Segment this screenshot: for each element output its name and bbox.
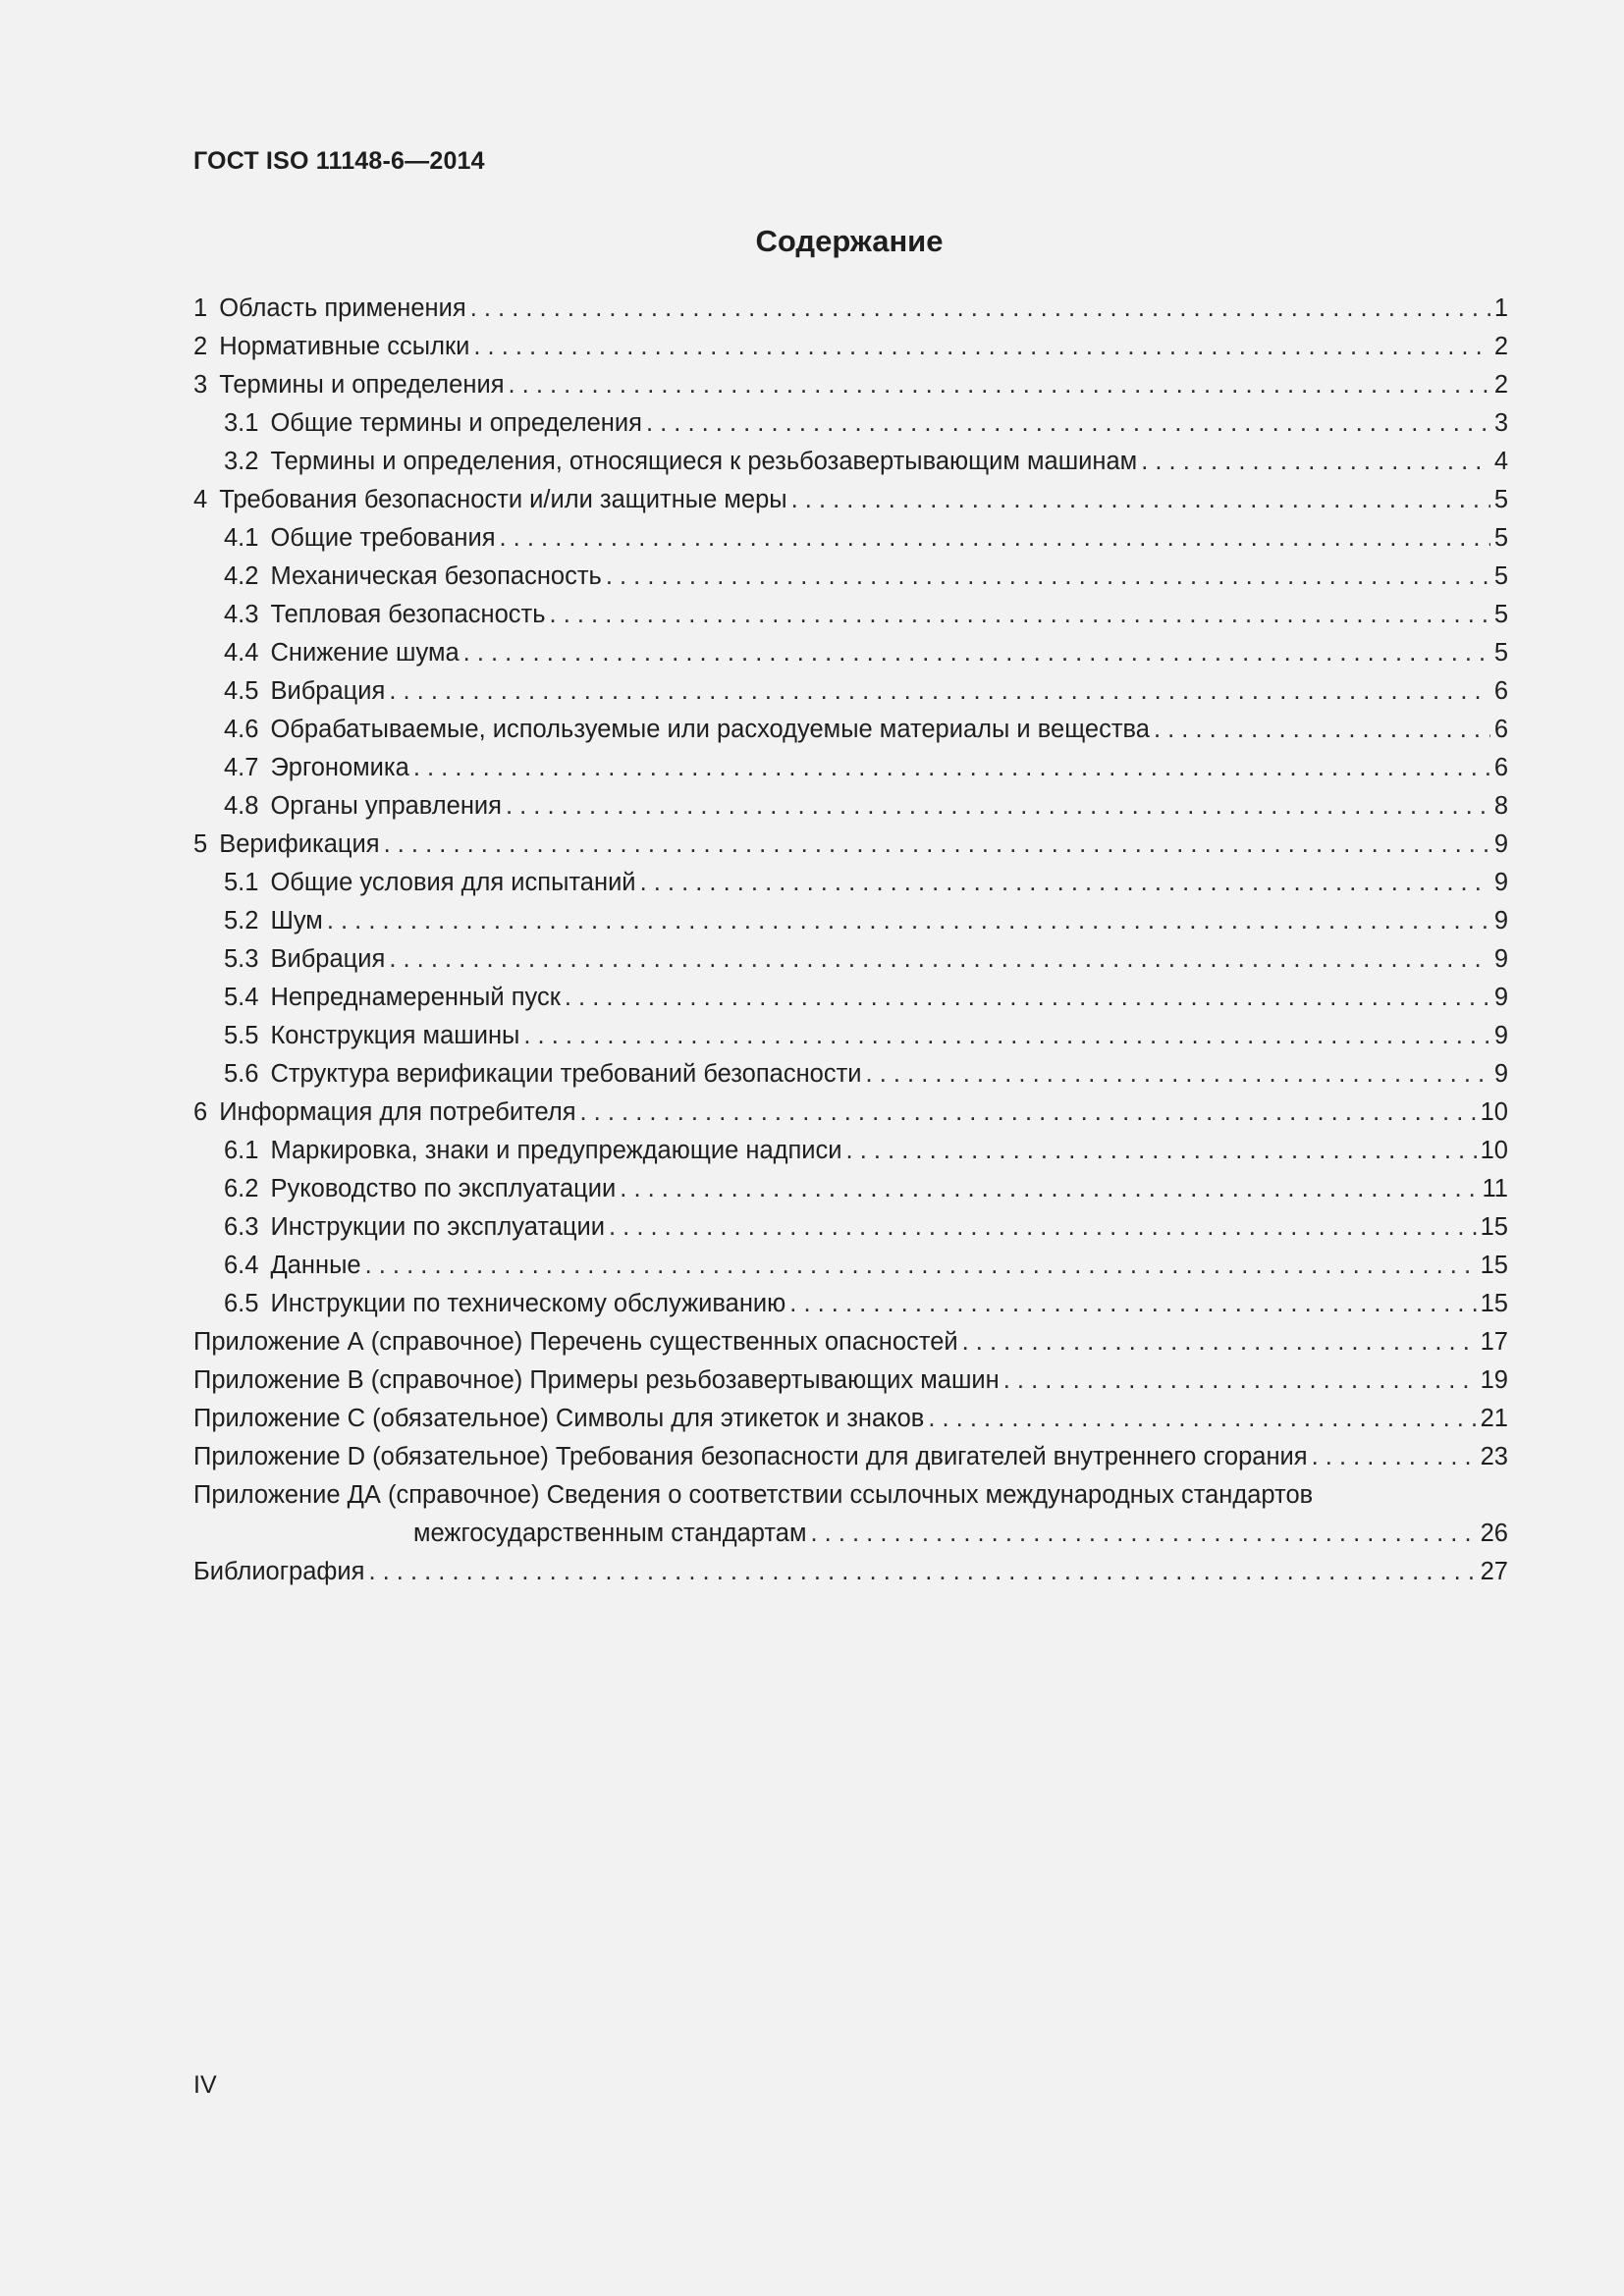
toc-entry-page: 19	[1480, 1366, 1508, 1394]
toc-entry[interactable]	[193, 1438, 1508, 1476]
toc-entry[interactable]	[193, 940, 1508, 979]
toc-entry-label	[193, 1400, 924, 1437]
toc-leader-dots	[463, 634, 1490, 671]
toc-entry-text: Библиография	[193, 1558, 365, 1585]
toc-entry[interactable]	[193, 1132, 1508, 1170]
toc-entry-label	[224, 749, 409, 786]
toc-entry-label	[193, 1094, 576, 1131]
toc-entry-text: Требования безопасности и/или защитные меры	[219, 486, 787, 513]
toc-entry-label	[224, 979, 561, 1016]
toc-entry-text: Шум	[270, 907, 323, 934]
toc-leader-dots	[1312, 1438, 1477, 1475]
toc-entry-text: Конструкция машины	[270, 1022, 520, 1049]
toc-leader-dots	[789, 1285, 1476, 1322]
toc-entry-page: 9	[1493, 1022, 1508, 1049]
toc-entry-text: Руководство по эксплуатации	[270, 1175, 617, 1202]
toc-entry-label	[193, 328, 469, 365]
toc-entry-text: Приложение С (обязательное) Символы для этикеток и знаков	[193, 1405, 925, 1432]
toc-leader-dots	[368, 1553, 1476, 1590]
toc-entry-page: 3	[1493, 409, 1508, 437]
toc-entry[interactable]	[193, 672, 1508, 711]
toc-leader-dots	[962, 1323, 1477, 1361]
toc-entry[interactable]	[193, 902, 1508, 940]
toc-leader-dots	[365, 1247, 1477, 1284]
toc-entry[interactable]	[193, 1017, 1508, 1055]
toc-entry-label	[224, 1017, 519, 1054]
toc-entry-label	[224, 519, 496, 557]
toc-entry-page: 5	[1493, 601, 1508, 628]
toc-leader-dots	[500, 519, 1490, 557]
toc-entry[interactable]	[193, 481, 1508, 519]
toc-title: Содержание	[755, 224, 944, 258]
toc-entry-label	[224, 902, 323, 939]
page-number: IV	[193, 2071, 217, 2099]
toc-entry-text: Маркировка, знаки и предупреждающие надписи	[270, 1137, 842, 1164]
toc-entry-number: 4.8	[224, 792, 259, 820]
toc-entry-text: Термины и определения, относящиеся к резьбозавертывающим машинам	[270, 448, 1138, 475]
toc-entry-text: Вибрация	[270, 677, 386, 705]
toc-entry[interactable]	[193, 290, 1508, 328]
toc-entry-label	[224, 1055, 862, 1093]
toc-entry-number: 3.1	[224, 409, 259, 437]
toc-leader-dots	[389, 940, 1489, 978]
toc-entry-text: Общие требования	[270, 524, 496, 552]
toc-entry[interactable]	[193, 1247, 1508, 1285]
toc-entry-text: Инструкции по техническому обслуживанию	[270, 1290, 786, 1317]
toc-entry-page: 9	[1493, 830, 1508, 858]
toc-leader-dots	[609, 1208, 1477, 1246]
toc-entry-text: Общие условия для испытаний	[270, 869, 636, 896]
toc-leader-dots	[620, 1170, 1478, 1207]
toc-entry-text: Обрабатываемые, используемые или расходуемые материалы и вещества	[270, 716, 1150, 743]
toc-entry-text: Эргономика	[270, 754, 409, 781]
toc-entry-page: 9	[1493, 945, 1508, 973]
toc-leader-dots	[389, 672, 1489, 710]
toc-entry-page: 15	[1480, 1290, 1508, 1317]
toc-entry-text: Термины и определения	[219, 371, 505, 399]
toc-entry-number: 4.2	[224, 562, 259, 590]
toc-entry-page: 5	[1493, 524, 1508, 552]
toc-entry-label	[193, 1362, 1000, 1399]
toc-entry-number: 3	[193, 371, 208, 399]
toc-entry-text: межгосударственным стандартам	[413, 1520, 807, 1547]
toc-entry-number: 4	[193, 486, 208, 513]
toc-entry-page: 5	[1493, 639, 1508, 667]
toc-entry-label	[193, 290, 466, 327]
toc-entry-text: Непреднамеренный пуск	[270, 984, 561, 1011]
document-header: ГОСТ ISO 11148-6—2014	[193, 147, 485, 175]
toc-entry-number: 5	[193, 830, 208, 858]
toc-entry-label	[224, 443, 1137, 480]
toc-leader-dots	[473, 328, 1489, 365]
toc-entry-text: Приложение ДА (справочное) Сведения о соответствии ссылочных международных стандартов	[193, 1481, 1314, 1509]
toc-entry-label	[224, 940, 385, 978]
toc-entry-page: 26	[1480, 1520, 1508, 1547]
toc-entry-text: Верификация	[219, 830, 380, 858]
toc-entry[interactable]	[193, 864, 1508, 902]
toc-entry-page: 4	[1493, 448, 1508, 475]
toc-entry[interactable]	[193, 1362, 1508, 1400]
toc-entry-text: Приложение А (справочное) Перечень существенных опасностей	[193, 1328, 958, 1356]
toc-entry-label	[193, 826, 380, 863]
toc-entry-label	[224, 558, 602, 595]
toc-entry-label	[224, 1132, 842, 1169]
toc-entry-text: Снижение шума	[270, 639, 460, 667]
toc-entry-label	[193, 366, 505, 403]
toc-entry-text: Информация для потребителя	[219, 1098, 576, 1126]
toc-entry-text: Инструкции по эксплуатации	[270, 1213, 605, 1241]
toc-leader-dots	[384, 826, 1490, 863]
toc-entry-label	[224, 672, 385, 710]
toc-entry-page: 6	[1493, 716, 1508, 743]
toc-entry-annex-da[interactable]	[193, 1476, 1508, 1515]
toc-entry-text: Приложение D (обязательное) Требования безопасности для двигателей внутреннего сгорания	[193, 1443, 1308, 1470]
toc-entry[interactable]	[193, 1400, 1508, 1438]
toc-leader-dots	[523, 1017, 1489, 1054]
toc-entry-page: 2	[1493, 371, 1508, 399]
toc-entry-page: 27	[1480, 1558, 1508, 1585]
toc-entry-number: 3.2	[224, 448, 259, 475]
toc-entry-page: 8	[1493, 792, 1508, 820]
toc-entry-page: 5	[1493, 562, 1508, 590]
toc-entry[interactable]	[193, 328, 1508, 366]
toc-leader-dots	[327, 902, 1490, 939]
toc-entry[interactable]	[193, 1170, 1508, 1208]
toc-entry-page: 9	[1493, 869, 1508, 896]
toc-entry-page: 10	[1480, 1098, 1508, 1126]
toc-leader-dots	[565, 979, 1490, 1016]
table-of-contents	[193, 290, 1508, 1591]
toc-entry-text: Данные	[270, 1252, 361, 1279]
toc-leader-dots	[1141, 443, 1490, 480]
toc-entry-number: 4.1	[224, 524, 259, 552]
toc-entry[interactable]	[193, 1208, 1508, 1247]
toc-entry[interactable]	[193, 1094, 1508, 1132]
toc-entry[interactable]	[193, 1323, 1508, 1362]
toc-entry-number: 5.4	[224, 984, 259, 1011]
toc-leader-dots	[1154, 711, 1490, 748]
toc-entry-number: 6.5	[224, 1290, 259, 1317]
toc-entry-text: Область применения	[219, 294, 466, 322]
toc-leader-dots	[928, 1400, 1476, 1437]
toc-entry-page: 15	[1480, 1213, 1508, 1241]
toc-entry-page: 9	[1493, 907, 1508, 934]
toc-entry-label	[193, 481, 787, 518]
toc-entry[interactable]	[193, 787, 1508, 826]
toc-entry-number: 5.3	[224, 945, 259, 973]
toc-entry-label	[224, 1208, 605, 1246]
toc-entry-label	[193, 1323, 958, 1361]
toc-entry-bibliography[interactable]	[193, 1553, 1508, 1591]
toc-entry-page: 9	[1493, 1060, 1508, 1088]
toc-entry[interactable]	[193, 1285, 1508, 1323]
toc-entry-label	[224, 1285, 785, 1322]
toc-entry-page: 9	[1493, 984, 1508, 1011]
toc-entry-label	[224, 864, 636, 901]
toc-entry-label	[224, 634, 460, 671]
toc-entry[interactable]	[193, 979, 1508, 1017]
toc-leader-dots	[1003, 1362, 1477, 1399]
toc-entry-number: 5.1	[224, 869, 259, 896]
toc-entry[interactable]	[193, 519, 1508, 558]
toc-entry-number: 4.7	[224, 754, 259, 781]
toc-entry-number: 6.2	[224, 1175, 259, 1202]
toc-entry-page: 6	[1493, 677, 1508, 705]
toc-entry-label	[224, 1247, 361, 1284]
toc-entry-page: 21	[1480, 1405, 1508, 1432]
toc-entry-number: 4.4	[224, 639, 259, 667]
toc-leader-dots	[606, 558, 1490, 595]
toc-leader-dots	[846, 1132, 1477, 1169]
toc-entry-number: 4.6	[224, 716, 259, 743]
toc-entry-page: 5	[1493, 486, 1508, 513]
toc-entry-number: 6.4	[224, 1252, 259, 1279]
toc-entry-label	[224, 787, 502, 825]
toc-entry-label	[224, 596, 546, 633]
toc-leader-dots	[550, 596, 1490, 633]
toc-entry-text: Общие термины и определения	[270, 409, 642, 437]
toc-entry-text: Тепловая безопасность	[270, 601, 546, 628]
toc-entry[interactable]	[193, 711, 1508, 749]
toc-entry-page: 10	[1480, 1137, 1508, 1164]
toc-entry-page: 6	[1493, 754, 1508, 781]
toc-entry-text: Вибрация	[270, 945, 386, 973]
toc-entry[interactable]	[193, 634, 1508, 672]
toc-entry-page: 2	[1493, 333, 1508, 360]
toc-leader-dots	[470, 290, 1490, 327]
toc-entry-text: Органы управления	[270, 792, 502, 820]
toc-leader-dots	[791, 481, 1490, 518]
toc-entry[interactable]	[193, 366, 1508, 404]
toc-leader-dots	[413, 749, 1490, 786]
toc-entry-page: 1	[1493, 294, 1508, 322]
toc-entry-number: 2	[193, 333, 208, 360]
toc-entry-page: 17	[1480, 1328, 1508, 1356]
toc-entry-number: 5.2	[224, 907, 259, 934]
toc-leader-dots	[509, 366, 1490, 403]
toc-entry-number: 6.1	[224, 1137, 259, 1164]
toc-entry[interactable]	[193, 1055, 1508, 1094]
toc-entry-number: 6	[193, 1098, 208, 1126]
toc-entry-number: 4.3	[224, 601, 259, 628]
toc-entry-number: 4.5	[224, 677, 259, 705]
toc-leader-dots	[640, 864, 1490, 901]
toc-entry-page: 23	[1480, 1443, 1508, 1470]
toc-entry[interactable]	[193, 443, 1508, 481]
toc-entry[interactable]	[193, 596, 1508, 634]
toc-entry-text: Приложение В (справочное) Примеры резьбозавертывающих машин	[193, 1366, 1000, 1394]
toc-entry-label	[224, 711, 1150, 748]
toc-entry[interactable]	[193, 404, 1508, 443]
toc-entry-page: 11	[1482, 1175, 1508, 1202]
toc-entry[interactable]	[193, 749, 1508, 787]
toc-entry-number: 6.3	[224, 1213, 259, 1241]
toc-leader-dots	[646, 404, 1490, 442]
toc-entry-label	[224, 1170, 616, 1207]
toc-leader-dots	[506, 787, 1490, 825]
toc-leader-dots	[810, 1515, 1476, 1552]
toc-entry-page: 15	[1480, 1252, 1508, 1279]
toc-leader-dots	[580, 1094, 1477, 1131]
toc-entry-number: 5.5	[224, 1022, 259, 1049]
toc-entry-number: 1	[193, 294, 208, 322]
toc-entry[interactable]	[193, 826, 1508, 864]
toc-entry-label	[193, 1438, 1308, 1475]
toc-entry[interactable]	[193, 558, 1508, 596]
toc-entry-text: Структура верификации требований безопасности	[270, 1060, 862, 1088]
toc-entry-text: Нормативные ссылки	[219, 333, 470, 360]
toc-entry-text: Механическая безопасность	[270, 562, 602, 590]
toc-entry-number: 5.6	[224, 1060, 259, 1088]
toc-entry-annex-da-continued[interactable]	[193, 1515, 1508, 1553]
toc-entry-label	[224, 404, 642, 442]
toc-leader-dots	[866, 1055, 1490, 1093]
